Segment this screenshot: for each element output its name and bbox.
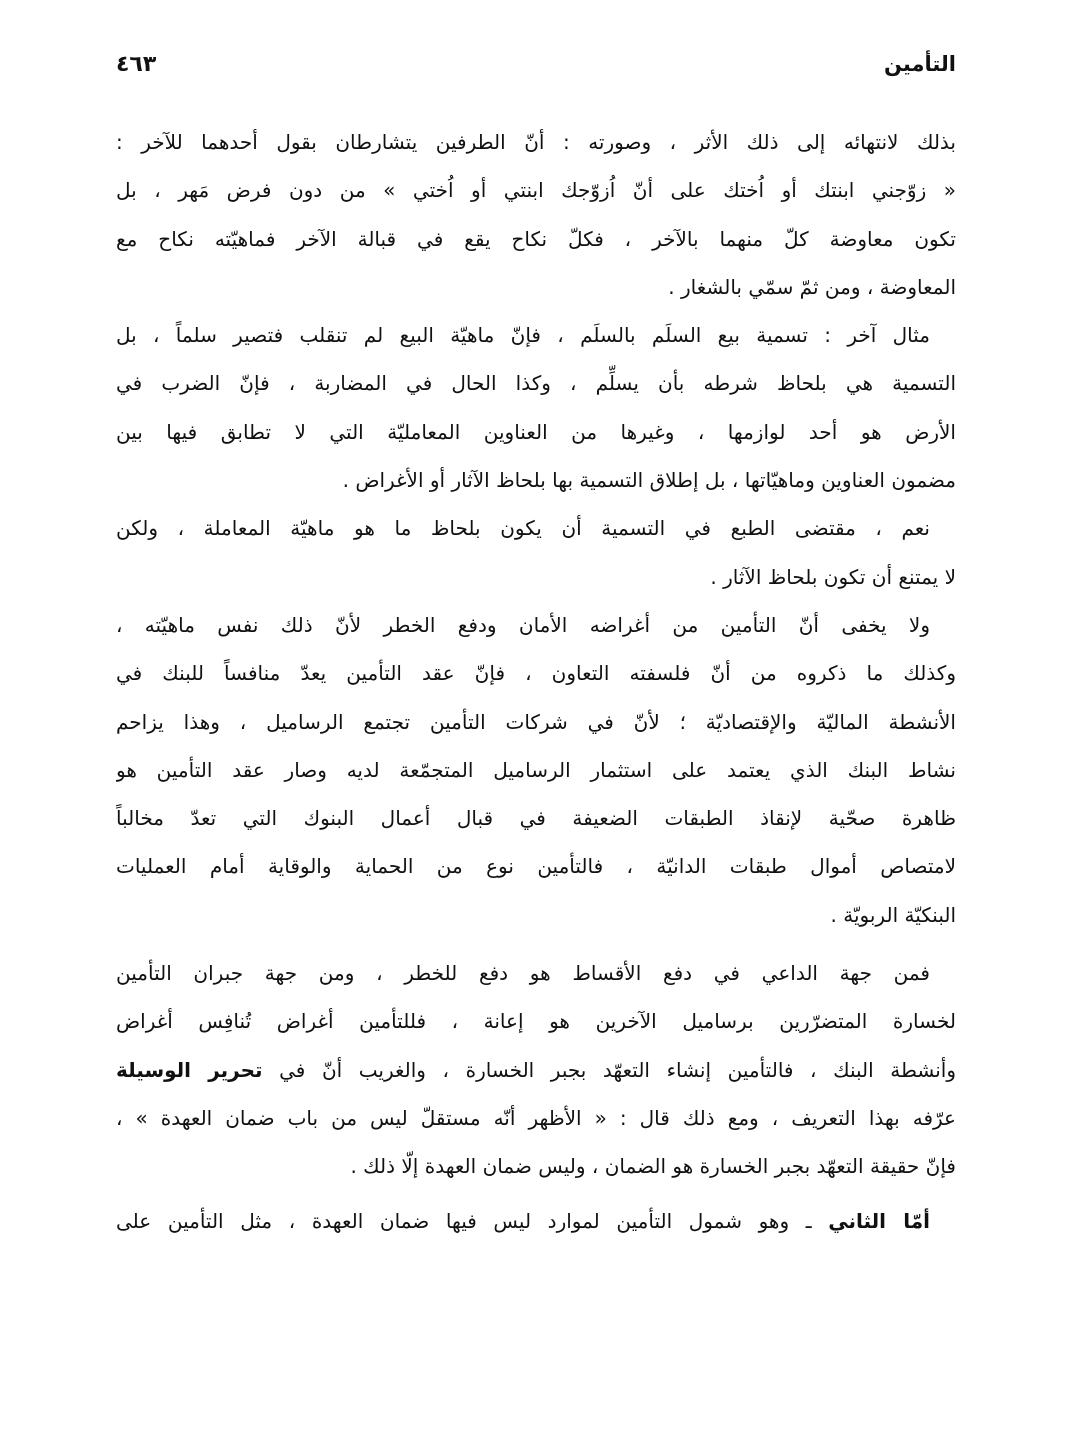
text-line: نشاط البنك الذي يعتمد على استثمار الرساميل المتجمّعة لديه وصار عقد التأمين هو xyxy=(116,757,956,782)
text-line: المعاوضة ، ومن ثمّ سمّي بالشغار . xyxy=(668,274,956,299)
text-line xyxy=(116,1046,956,1094)
text-line xyxy=(116,1197,956,1245)
text-line: لا يمتنع أن تكون بلحاظ الآثار . xyxy=(710,564,956,589)
text-line: نعم ، مقتضى الطبع في التسمية أن يكون بلحاظ ما هو ماهيّة المعاملة ، ولكن xyxy=(116,516,930,541)
text-line: ولا يخفى أنّ التأمين من أغراضه الأمان ودفع الخطر لأنّ ذلك نفس ماهيّته ، xyxy=(116,612,930,637)
text-line: الأرض هو أحد لوازمها ، وغيرها من العناوين المعامليّة التي لا تطابق فيها بين xyxy=(116,419,956,444)
paragraph xyxy=(116,1197,956,1245)
text-run: ـ وهو شمول التأمين لموارد ليس فيها ضمان العهدة ، مثل التأمين على xyxy=(116,1208,829,1233)
text-line: ظاهرة صحّية لإنقاذ الطبقات الضعيفة في قبال أعمال البنوك التي تعدّ مخالباً xyxy=(116,806,956,831)
text-line: مضمون العناوين وماهيّاتها ، بل إطلاق التسمية بها بلحاظ الآثار أو الأغراض . xyxy=(342,468,956,493)
text-line: لامتصاص أموال طبقات الدانيّة ، فالتأمين نوع من الحماية والوقاية أمام العمليات xyxy=(116,854,956,879)
text-line: لخسارة المتضرّرين برساميل الآخرين هو إعانة ، فللتأمين أغراض تُنافِس أغراض xyxy=(116,1009,956,1034)
text-line: بذلك لانتهائه إلى ذلك الأثر ، وصورته : أنّ الطرفين يتشارطان بقول أحدهما للآخر : xyxy=(116,130,956,154)
section-lead-bold: أمّا الثاني xyxy=(828,1208,930,1233)
paragraph xyxy=(116,504,956,601)
text-line: تكون معاوضة كلّ منهما بالآخر ، فكلّ نكاح يقع في قبالة الآخر فماهيّته نكاح مع xyxy=(116,226,956,251)
text-line: عرّفه بهذا التعريف ، ومع ذلك قال : « الأظهر أنّه مستقلّ ليس من باب ضمان العهدة » ، xyxy=(116,1105,956,1130)
text-line: فإنّ حقيقة التعهّد بجبر الخسارة هو الضمان ، وليس ضمان العهدة إلّا ذلك . xyxy=(350,1154,956,1179)
page-body xyxy=(116,118,956,1245)
text-line: البنكيّة الربويّة . xyxy=(830,902,956,927)
text-line: وكذلك ما ذكروه من أنّ فلسفته التعاون ، فإنّ عقد التأمين يعدّ منافساً للبنك في xyxy=(116,661,956,686)
running-title: التأمين xyxy=(883,52,956,76)
paragraph xyxy=(116,311,956,504)
text-run: وأنشطة البنك ، فالتأمين إنشاء التعهّد بجبر الخسارة ، والغريب أنّ في xyxy=(262,1057,956,1082)
text-line: الأنشطة الماليّة والإقتصاديّة ؛ لأنّ في شركات التأمين تجتمع الرساميل ، وهذا يزاحم xyxy=(116,709,956,734)
paragraph xyxy=(116,601,956,939)
text-line: « زوّجني ابنتك أو اُختك على أنّ اُزوّجك ابنتي أو اُختي » من دون فرض مَهر ، بل xyxy=(116,178,956,203)
paragraph xyxy=(116,949,956,1190)
text-line: فمن جهة الداعي في دفع الأقساط هو دفع للخطر ، ومن جهة جبران التأمين xyxy=(116,961,930,986)
book-title-bold: تحرير الوسيلة xyxy=(116,1057,263,1082)
page-number: ٤٦٣ xyxy=(116,52,157,77)
page-header xyxy=(116,52,956,92)
text-line: التسمية هي بلحاظ شرطه بأن يسلِّم ، وكذا الحال في المضاربة ، فإنّ الضرب في xyxy=(116,371,956,396)
text-line: مثال آخر : تسمية بيع السلَم بالسلَم ، فإنّ ماهيّة البيع لم تنقلب فتصير سلماً ، بل xyxy=(116,323,930,348)
paragraph xyxy=(116,118,956,311)
